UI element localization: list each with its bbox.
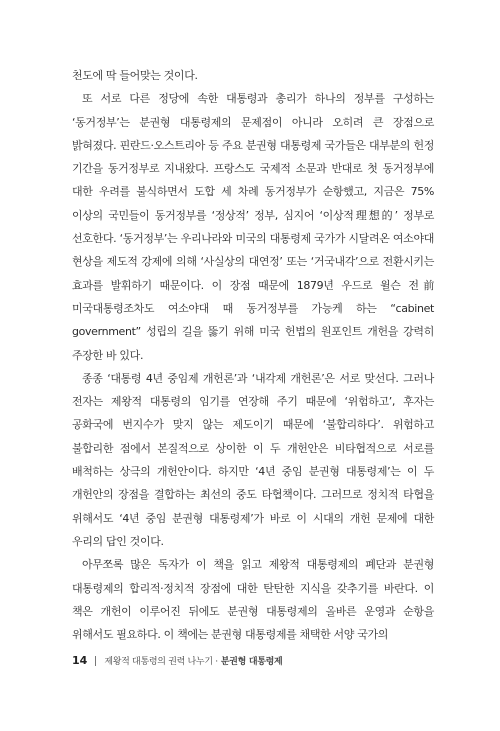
paragraph-amendment-debate: 종종 ‘대통령 4년 중임제 개헌론’과 ‘내각제 개헌론’은 서로 맞선다. 그러나 전자는 제왕적 대통령의 임기를 연장해 주기 때문에 ‘위험하고’, 후자는 공화국에 번지수가 맞지 않는 제도이기 때문에 ‘불합리하다’. 위험하고 불합리한 점에서 본질적으로 상이한 이 두 개헌안은 비타협적으로 서로를 배척하는 상극의 개헌안이다. 하지만 ‘4년 중임 분권형 대통령제’는 이 두 개헌안의 장점을 결합하는 최선의 중도 타협책이다. 그러므로 정치적 타협을 위해서도 ‘4년 중임 분권형 대통령제’가 바로 이 시대의 개헌 문제에 대한 우리의 답인 것이다. [72, 371, 434, 548]
page-number: 14 [72, 654, 88, 667]
paragraph-closing: 아무쪼록 많은 독자가 이 책을 읽고 제왕적 대통령제의 폐단과 분권형 대통령제의 합리적·정치적 장점에 대한 탄탄한 지식을 갖추기를 바란다. 이 책은 개헌이 이루어진 뒤에도 분권형 대통령제의 올바른 운영과 순항을 위해서도 필요하다. 이 책에는 분권형 대통령제를 채택한 서양 국가의 [72, 558, 434, 642]
footer-divider [95, 656, 96, 666]
running-title: 제왕적 대통령의 권력 나누기 · [104, 657, 218, 667]
running-title-bold: 분권형 대통령제 [220, 657, 283, 667]
paragraph-continuation: 천도에 딱 들어맞는 것이다. [72, 69, 198, 82]
page-footer [72, 654, 282, 667]
paragraph-cohabitation: 또 서로 다른 정당에 속한 대통령과 총리가 하나의 정부를 구성하는 ‘동거정부’는 분권형 대통령제의 문제점이 아니라 오히려 큰 장점으로 밝혀졌다. 핀란드·오스트리아 등 주요 분권형 대통령제 국가들은 대부분의 헌정 기간을 동거정부로 지내왔다. 프랑스도 국제적 소문과 반대로 첫 동거정부에 대한 우려를 불식하면서 도합 세 차례 동거정부가 순항했고, 지금은 75% 이상의 국민들이 동거정부를 ‘정상적’ 정부, 심지어 ‘이상적理想的’ 정부로 선호한다. ‘동거정부’는 우리나라와 미국의 대통령제 국가가 시달려온 여소야대 현상을 제도적 강제에 의해 ‘사실상의 대연정’ 또는 ‘거국내각’으로 전환시키는 효과를 발휘하기 때문이다. 이 장점 때문에 1879년 우드로 윌슨 전前 미국대통령조차도 여소야대 때 동거정부를 가능케 하는 “cabinet government” 성립의 길을 뚫기 위해 미국 헌법의 원포인트 개헌을 강력히 주장한 바 있다. [72, 92, 434, 362]
page-body-text [72, 64, 434, 646]
